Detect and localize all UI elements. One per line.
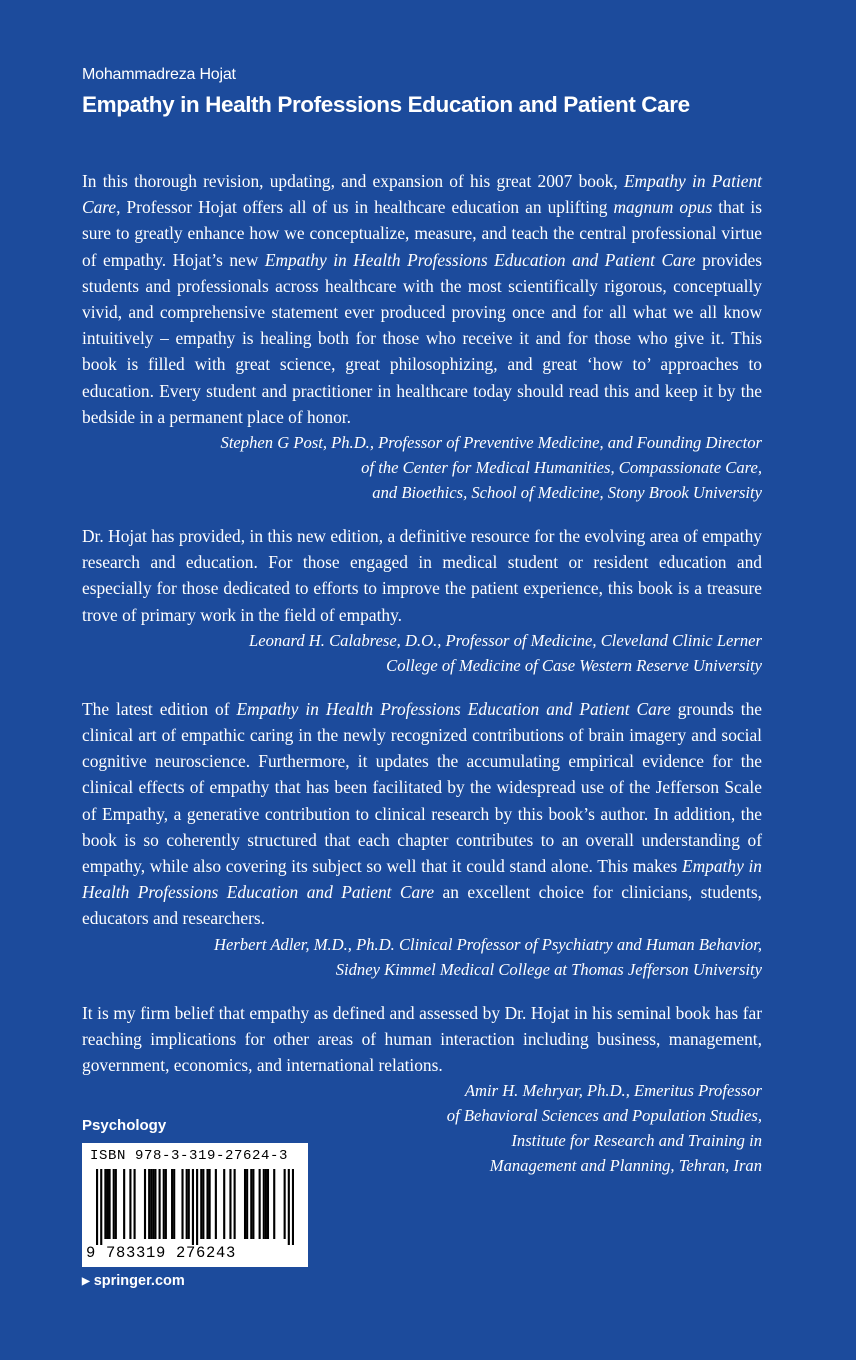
barcode-bar	[202, 1169, 204, 1239]
review	[82, 523, 762, 678]
barcode-bar	[229, 1169, 231, 1239]
barcode-bar	[263, 1169, 265, 1239]
barcode-bar	[196, 1169, 198, 1245]
review-quote: It is my firm belief that empathy as defined and assessed by Dr. Hojat in his seminal book has far reaching implications for other areas of human interaction including business, management, government, economics, and international relations.	[82, 1002, 762, 1076]
barcode-bar	[154, 1169, 156, 1239]
barcode-bar	[104, 1169, 106, 1239]
barcode-bar	[244, 1169, 246, 1239]
barcode-bar	[106, 1169, 108, 1239]
isbn-label: ISBN 978-3-319-27624-3	[90, 1148, 289, 1164]
reviews-section	[82, 168, 762, 1196]
review	[82, 696, 762, 982]
barcode-bar	[215, 1169, 217, 1239]
barcode-bar	[152, 1169, 154, 1239]
review-attribution: Stephen G Post, Ph.D., Professor of Preventive Medicine, and Founding Director of the Center for Medical Humanities, Compassionate Care, and Bioethics, School of Medicine, Stony Brook University	[220, 433, 762, 503]
barcode-bar	[181, 1169, 183, 1239]
barcode-bar	[200, 1169, 202, 1239]
barcode-bar	[186, 1169, 188, 1239]
barcode-bar	[206, 1169, 208, 1239]
barcode-bar	[267, 1169, 269, 1239]
barcode-bar	[113, 1169, 115, 1239]
barcode-bar	[96, 1169, 98, 1245]
barcode-bar	[292, 1169, 294, 1245]
review-quote: Dr. Hojat has provided, in this new edition, a definitive resource for the evolving area of empathy research and education. For those engaged in medical student or resident education and especially for those dedicated to efforts to improve the patient experience, this book is a treasure trove of primary work in the field of empathy.	[82, 526, 762, 625]
barcode-bars	[96, 1169, 294, 1245]
barcode-bar	[259, 1169, 261, 1239]
author-name: Mohammadreza Hojat	[82, 66, 236, 83]
barcode-bar	[134, 1169, 136, 1239]
barcode-bar	[246, 1169, 248, 1239]
barcode-bar	[159, 1169, 161, 1239]
isbn-barcode	[82, 1143, 308, 1267]
barcode-bar	[109, 1169, 111, 1239]
barcode-bar	[165, 1169, 167, 1239]
barcode-bar	[192, 1169, 194, 1245]
barcode-bar	[173, 1169, 175, 1239]
barcode-bar	[123, 1169, 125, 1239]
barcode-bar	[171, 1169, 173, 1239]
publisher-link-text: springer.com	[93, 1273, 185, 1289]
subject-category: Psychology	[82, 1117, 167, 1134]
review-quote: In this thorough revision, updating, and expansion of his great 2007 book, Empathy in Patient Care, Professor Hojat offers all of us in healthcare education an uplifting magnum opus that is sure to greatly enhance how we conceptualize, measure, and teach the central professional virtue of empathy. Hojat’s new Empathy in Health Professions Education and Patient Care provides students and professionals across healthcare with the most scientifically rigorous, conceptually vivid, and comprehensive statement ever produced proving once and for all what we all know intuitively – empathy is healing both for those who receive it and for those who give it. This book is filled with great science, great philosophizing, and great ‘how to’ approaches to education. Every student and practitioner in healthcare today should read this and keep it by the bedside in a permanent place of honor.	[82, 171, 762, 427]
review-attribution: Amir H. Mehryar, Ph.D., Emeritus Professor of Behavioral Sciences and Population Studies, Institute for Research and Training in Management and Planning, Tehran, Iran	[446, 1081, 762, 1176]
barcode-bar	[265, 1169, 267, 1239]
barcode-bar	[115, 1169, 117, 1239]
barcode-bar	[188, 1169, 190, 1239]
barcode-bar	[250, 1169, 252, 1239]
arrow-icon: ▶	[82, 1275, 90, 1287]
barcode-bar	[252, 1169, 254, 1239]
barcode-bar	[284, 1169, 286, 1239]
ean-digits: 9 783319 276243	[86, 1244, 237, 1262]
barcode-bar	[288, 1169, 290, 1245]
barcode-bar	[148, 1169, 150, 1239]
barcode-bar	[163, 1169, 165, 1239]
review-attribution: Leonard H. Calabrese, D.O., Professor of Medicine, Cleveland Clinic Lerner College of Medicine of Case Western Reserve University	[249, 630, 762, 675]
review-attribution: Herbert Adler, M.D., Ph.D. Clinical Professor of Psychiatry and Human Behavior, Sidney Kimmel Medical College at Thomas Jefferson University	[214, 934, 762, 979]
publisher-link[interactable]	[82, 1273, 185, 1289]
review	[82, 168, 762, 505]
barcode-bar	[100, 1169, 102, 1245]
barcode-bar	[144, 1169, 146, 1239]
review-quote: The latest edition of Empathy in Health Professions Education and Patient Care grounds the clinical art of empathic caring in the newly recognized contributions of brain imagery and social cognitive neuroscience. Furthermore, it updates the accumulating empirical evidence for the clinical effects of empathy that has been facilitated by the widespread use of the Jefferson Scale of Empathy, a generative contribution to clinical research by this book’s author. In addition, the book is so coherently structured that each chapter contributes to an overall understanding of empathy, while also covering its subject so well that it could stand alone. This makes Empathy in Health Professions Education and Patient Care an excellent choice for clinicians, students, educators and researchers.	[82, 698, 762, 929]
barcode-bar	[223, 1169, 225, 1239]
barcode-bar	[129, 1169, 131, 1239]
book-title: Empathy in Health Professions Education and Patient Care	[82, 92, 690, 117]
barcode-bar	[273, 1169, 275, 1239]
barcode-bar	[234, 1169, 236, 1239]
barcode-bar	[209, 1169, 211, 1239]
barcode-bar	[150, 1169, 152, 1239]
